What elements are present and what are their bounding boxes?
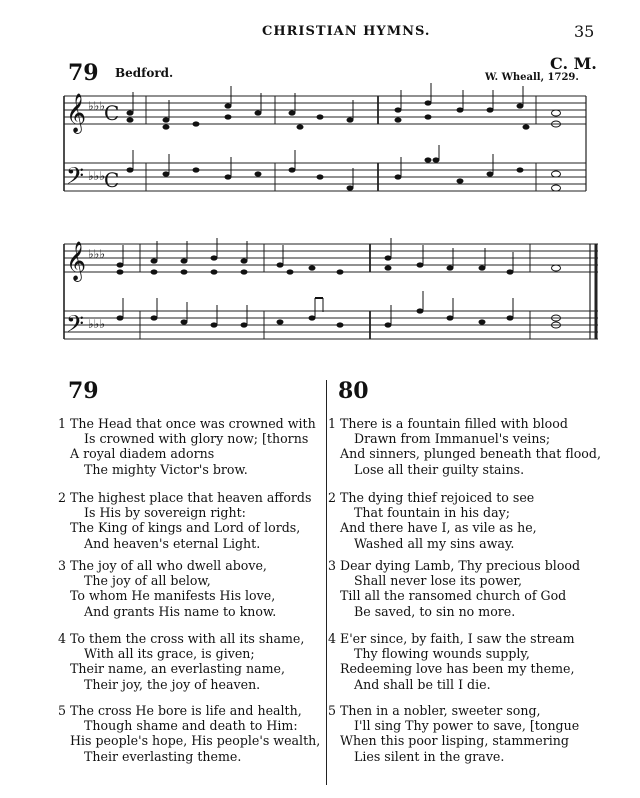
- verse-line: The joy of all below,: [84, 573, 211, 589]
- svg-text:𝄞: 𝄞: [66, 241, 87, 281]
- bass-clef: 𝄢: [66, 162, 85, 195]
- verse-line: And shall be till I die.: [354, 676, 491, 692]
- verse-text: The Head that once was crowned with: [70, 416, 316, 431]
- verse-line: The King of kings and Lord of lords,: [70, 520, 301, 536]
- svg-text:C: C: [104, 168, 120, 192]
- hymn-number: 79: [68, 378, 99, 404]
- verse-line: I'll sing Thy power to save, [tongue: [354, 718, 580, 734]
- verse-line: And heaven's eternal Light.: [84, 535, 261, 551]
- verse-line: Till all the ransomed church of God: [340, 588, 567, 604]
- verse-number: 2: [328, 490, 337, 505]
- tune-meter: C. M.: [550, 54, 597, 73]
- verse-line: Thy flowing wounds supply,: [354, 646, 530, 662]
- verse-number: 3: [328, 558, 337, 573]
- verse: [328, 490, 603, 551]
- verse: [328, 631, 603, 692]
- verse-line: With all its grace, is given;: [84, 646, 255, 662]
- verse-line: Their everlasting theme.: [84, 748, 242, 764]
- verse-line: [58, 416, 333, 431]
- verse: [328, 558, 603, 619]
- verse-number: 1: [328, 416, 337, 431]
- notes-system-2: [117, 255, 561, 328]
- verse-text: The joy of all who dwell above,: [70, 558, 267, 573]
- verse-line: Their name, an everlasting name,: [70, 661, 285, 677]
- verse-line: Is His by sovereign right:: [84, 505, 246, 521]
- verse-line: Washed all my sins away.: [354, 535, 515, 551]
- verse-line: The mighty Victor's brow.: [84, 461, 248, 477]
- key-signature: ♭♭♭: [88, 99, 105, 113]
- verse-number: 5: [328, 703, 337, 718]
- verse-text: To them the cross with all its shame,: [70, 631, 305, 646]
- page-number: 35: [574, 22, 595, 41]
- verse-line: And sinners, plunged beneath that flood,: [340, 446, 601, 462]
- verse: [328, 416, 603, 477]
- verse-line: And there have I, as vile as he,: [340, 520, 537, 536]
- verse-line: [58, 631, 333, 646]
- verse-number: 5: [58, 703, 67, 718]
- verse-line: Drawn from Immanuel's veins;: [354, 431, 551, 447]
- verse-line: [328, 558, 603, 573]
- svg-text:♭♭♭: ♭♭♭: [88, 169, 105, 183]
- verse-number: 3: [58, 558, 67, 573]
- verse-line: [58, 490, 333, 505]
- verse-line: Though shame and death to Him:: [84, 718, 298, 734]
- verse-line: [328, 703, 603, 718]
- verse-text: Then in a nobler, sweeter song,: [340, 703, 541, 718]
- verse-text: There is a fountain filled with blood: [340, 416, 568, 431]
- verse-line: That fountain in his day;: [354, 505, 510, 521]
- staff-treble-1: [64, 96, 586, 124]
- verse-line: His people's hope, His people's wealth,: [70, 733, 321, 749]
- verse-line: When this poor lisping, stammering: [340, 733, 569, 749]
- verse-number: 1: [58, 416, 67, 431]
- verse-line: Their joy, the joy of heaven.: [84, 676, 261, 692]
- verse-line: Lies silent in the grave.: [354, 748, 505, 764]
- verse: [58, 416, 333, 477]
- staff-bass-2: [64, 311, 598, 339]
- verse-line: Is crowned with glory now; [thorns: [84, 431, 309, 447]
- verse-line: [328, 631, 603, 646]
- staff-bass-1: [64, 163, 586, 191]
- music-score: [0, 0, 640, 370]
- verse: [58, 703, 333, 764]
- verse-line: Be saved, to sin no more.: [354, 603, 516, 619]
- column-divider: [326, 380, 327, 785]
- verse-text: The highest place that heaven affords: [70, 490, 312, 505]
- svg-text:♭♭♭: ♭♭♭: [88, 317, 105, 331]
- tune-name: Bedford.: [115, 66, 174, 80]
- verse-line: To whom He manifests His love,: [70, 588, 276, 604]
- time-signature: C: [104, 101, 120, 125]
- verse-number: 4: [328, 631, 337, 646]
- verse-number: 4: [58, 631, 67, 646]
- verse-line: [328, 416, 603, 431]
- verse-line: [328, 490, 603, 505]
- verse-line: Lose all their guilty stains.: [354, 461, 525, 477]
- verse-text: The cross He bore is life and health,: [70, 703, 302, 718]
- staff-treble-2: [64, 244, 598, 272]
- verse-number: 2: [58, 490, 67, 505]
- verse-text: E'er since, by faith, I saw the stream: [340, 631, 575, 646]
- verse: [58, 558, 333, 619]
- verse-line: Shall never lose its power,: [354, 573, 523, 589]
- verse-line: And grants His name to know.: [84, 603, 277, 619]
- verse-line: A royal diadem adorns: [70, 446, 215, 462]
- tune-number: 79: [68, 60, 99, 86]
- svg-text:♭♭♭: ♭♭♭: [88, 247, 105, 261]
- verse-line: [58, 558, 333, 573]
- composer-credit: W. Wheall, 1729.: [485, 72, 579, 83]
- running-title: CHRISTIAN HYMNS.: [262, 24, 431, 39]
- verse-text: The dying thief rejoiced to see: [340, 490, 535, 505]
- svg-text:𝄢: 𝄢: [66, 310, 85, 343]
- verse-line: Redeeming love has been my theme,: [340, 661, 575, 677]
- verse: [58, 631, 333, 692]
- verse: [58, 490, 333, 551]
- hymn-number: 80: [338, 378, 369, 404]
- verse-text: Dear dying Lamb, Thy precious blood: [340, 558, 581, 573]
- verse-line: [58, 703, 333, 718]
- verse: [328, 703, 603, 764]
- treble-clef: 𝄞: [66, 93, 87, 133]
